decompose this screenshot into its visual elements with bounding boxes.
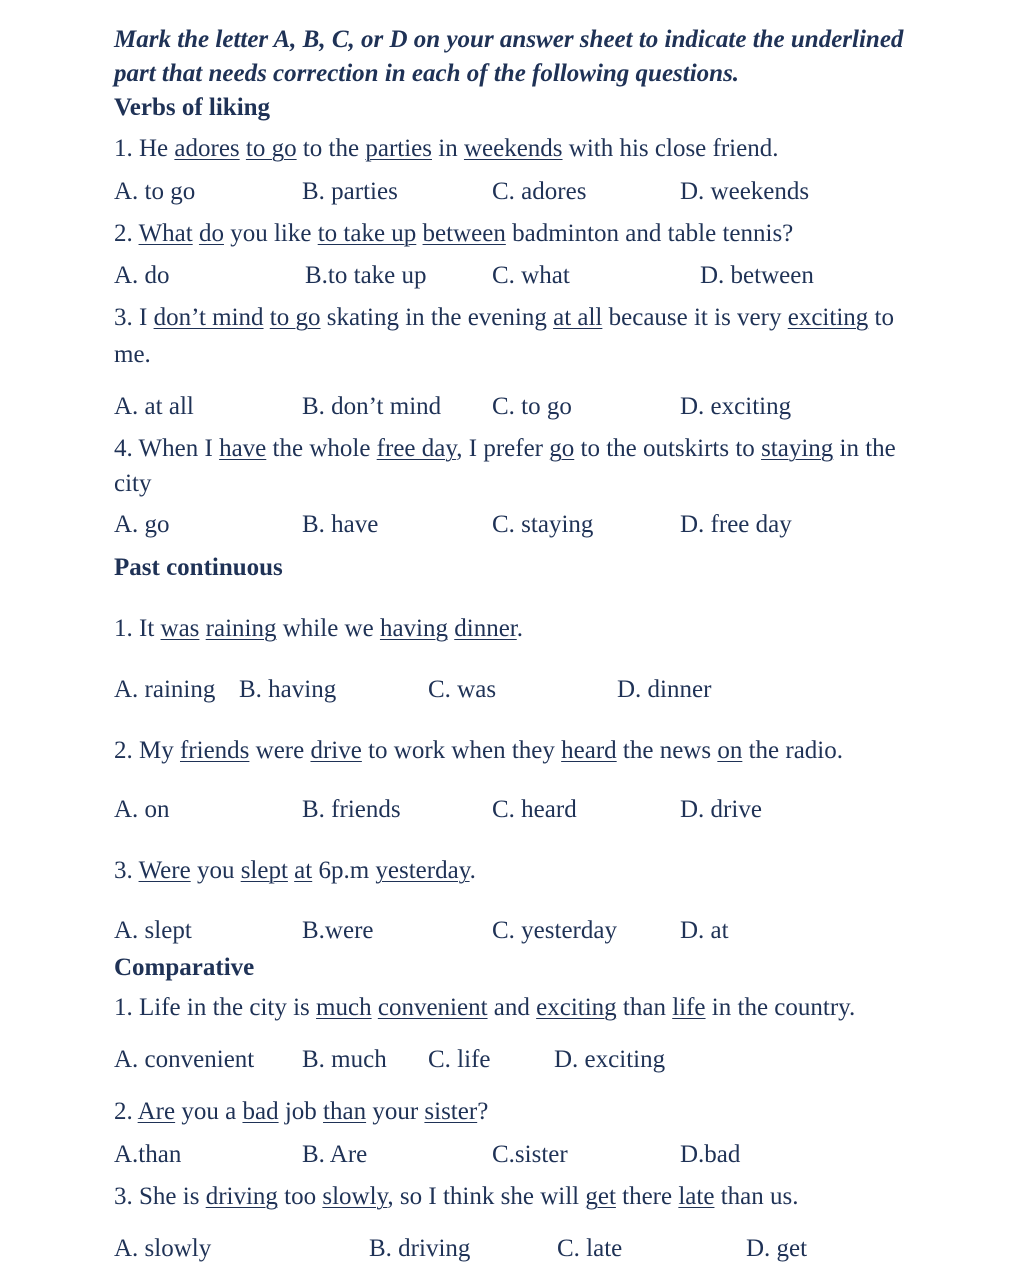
question-line: [114, 1097, 488, 1127]
underlined-part: to go: [245, 135, 297, 162]
answer-option-c: C. yesterday: [492, 917, 617, 944]
question-text: skating in the evening: [320, 304, 554, 331]
underlined-part: to go: [269, 304, 321, 331]
question-text: to: [868, 304, 894, 331]
answer-option-c: C.sister: [492, 1141, 568, 1168]
question-text: 2.: [114, 220, 139, 247]
question-text: you like: [223, 220, 318, 247]
answer-option-b: B. driving: [369, 1235, 471, 1262]
underlined-part: slowly: [322, 1183, 388, 1210]
question-text: the news: [616, 737, 718, 764]
question-text: 2.: [114, 1098, 138, 1125]
underlined-part: slept: [240, 857, 288, 884]
underlined-part: convenient: [377, 994, 488, 1021]
answer-option-a: A. on: [114, 796, 170, 823]
underlined-part: go: [549, 435, 575, 462]
question-line: [114, 219, 793, 249]
question-line: [114, 736, 843, 766]
answer-option-d: D.bad: [680, 1141, 741, 1168]
answer-option-a: A. raining: [114, 676, 216, 703]
underlined-part: was: [160, 615, 200, 642]
answer-option-c: C. what: [492, 262, 570, 289]
question-text: badminton and table tennis?: [505, 220, 794, 247]
instruction-line-2: part that needs correction in each of the following questions.: [114, 60, 740, 87]
answer-option-c: C. late: [557, 1235, 623, 1262]
question-line: [114, 614, 523, 644]
question-line: [114, 856, 476, 886]
question-text: .: [469, 857, 476, 884]
answer-option-a: A. slept: [114, 917, 192, 944]
question-text: 1. It: [114, 615, 161, 642]
underlined-part: bad: [242, 1098, 279, 1125]
question-text: in the: [833, 435, 896, 462]
underlined-part: drive: [310, 737, 362, 764]
underlined-part: do: [198, 220, 224, 247]
question-text: 3. She is: [114, 1183, 206, 1210]
question-text: to the: [296, 135, 366, 162]
question-text: in the country.: [705, 994, 856, 1021]
answer-option-b: B. Are: [302, 1141, 368, 1168]
answer-option-d: D. drive: [680, 796, 762, 823]
answer-option-a: A. at all: [114, 393, 194, 420]
answer-option-c: C. to go: [492, 393, 572, 420]
answer-option-c: C. was: [428, 676, 497, 703]
question-text: city: [114, 470, 152, 497]
answer-option-c: C. adores: [492, 178, 587, 205]
question-text: to the outskirts to: [574, 435, 762, 462]
answer-option-d: D. dinner: [617, 676, 712, 703]
question-text: 1. Life in the city is: [114, 994, 317, 1021]
question-line: [114, 469, 152, 499]
underlined-part: between: [422, 220, 506, 247]
question-text: , I prefer: [456, 435, 550, 462]
answer-option-a: A. go: [114, 511, 170, 538]
answer-option-d: D. at: [680, 917, 729, 944]
answer-option-d: D. exciting: [680, 393, 792, 420]
underlined-part: staying: [761, 435, 834, 462]
underlined-part: adores: [174, 135, 240, 162]
question-text: 1. He: [114, 135, 175, 162]
underlined-part: raining: [205, 615, 277, 642]
question-text: were: [249, 737, 311, 764]
answer-option-b: B.to take up: [305, 262, 427, 289]
question-text: to work when they: [361, 737, 562, 764]
underlined-part: don’t mind: [153, 304, 264, 331]
underlined-part: much: [316, 994, 372, 1021]
answer-option-b: B. friends: [302, 796, 401, 823]
question-text: than: [616, 994, 673, 1021]
underlined-part: life: [672, 994, 706, 1021]
underlined-part: yesterday: [375, 857, 470, 884]
answer-option-b: B. much: [302, 1046, 387, 1073]
underlined-part: have: [219, 435, 267, 462]
underlined-part: on: [717, 737, 743, 764]
section-heading: Past continuous: [114, 554, 283, 581]
underlined-part: Were: [138, 857, 191, 884]
question-text: you: [190, 857, 241, 884]
question-text: 3. I: [114, 304, 154, 331]
underlined-part: at all: [553, 304, 603, 331]
answer-option-d: D. free day: [680, 511, 792, 538]
underlined-part: Are: [137, 1098, 176, 1125]
answer-option-b: B.were: [302, 917, 374, 944]
section-heading: Verbs of liking: [114, 94, 271, 121]
underlined-part: friends: [179, 737, 250, 764]
underlined-part: driving: [205, 1183, 278, 1210]
question-text: 4. When I: [114, 435, 220, 462]
underlined-part: exciting: [787, 304, 869, 331]
answer-option-c: C. staying: [492, 511, 594, 538]
underlined-part: What: [138, 220, 193, 247]
answer-option-d: D. get: [746, 1235, 808, 1262]
underlined-part: to take up: [317, 220, 417, 247]
question-text: the whole: [266, 435, 377, 462]
question-text: and: [487, 994, 537, 1021]
question-text: 2. My: [114, 737, 180, 764]
answer-option-d: D. weekends: [680, 178, 810, 205]
question-line: [114, 993, 855, 1023]
question-text: while we: [276, 615, 380, 642]
question-line: [114, 303, 894, 333]
question-text: because it is very: [602, 304, 788, 331]
answer-option-d: D. exciting: [554, 1046, 666, 1073]
question-line: [114, 340, 151, 370]
question-text: .: [516, 615, 523, 642]
answer-option-a: A.than: [114, 1141, 182, 1168]
underlined-part: heard: [561, 737, 617, 764]
underlined-part: free day: [376, 435, 457, 462]
underlined-part: weekends: [463, 135, 563, 162]
answer-option-c: C. life: [428, 1046, 491, 1073]
question-line: [114, 1182, 798, 1212]
question-text: there: [615, 1183, 679, 1210]
question-text: you a: [175, 1098, 243, 1125]
answer-option-b: B. having: [239, 676, 337, 703]
question-text: , so I think she will: [387, 1183, 586, 1210]
underlined-part: late: [678, 1183, 715, 1210]
underlined-part: parties: [365, 135, 432, 162]
answer-option-b: B. don’t mind: [302, 393, 442, 420]
question-text: than us.: [714, 1183, 799, 1210]
underlined-part: having: [379, 615, 448, 642]
underlined-part: sister: [424, 1098, 478, 1125]
question-text: the radio.: [742, 737, 844, 764]
answer-option-a: A. slowly: [114, 1235, 212, 1262]
question-line: [114, 134, 778, 164]
question-text: in: [432, 135, 464, 162]
question-text: with his close friend.: [562, 135, 779, 162]
question-text: ?: [477, 1098, 489, 1125]
answer-option-a: A. convenient: [114, 1046, 255, 1073]
answer-option-b: B. have: [302, 511, 379, 538]
question-text: job: [278, 1098, 324, 1125]
question-text: your: [366, 1098, 425, 1125]
answer-option-d: D. between: [700, 262, 814, 289]
underlined-part: exciting: [536, 994, 617, 1021]
question-line: [114, 434, 896, 464]
underlined-part: than: [323, 1098, 367, 1125]
underlined-part: at: [294, 857, 313, 884]
answer-option-a: A. do: [114, 262, 170, 289]
underlined-part: dinner: [454, 615, 517, 642]
section-heading: Comparative: [114, 954, 255, 981]
answer-option-c: C. heard: [492, 796, 577, 823]
instruction-line-1: Mark the letter A, B, C, or D on your answer sheet to indicate the underlined: [114, 26, 904, 53]
answer-option-a: A. to go: [114, 178, 196, 205]
question-text: too: [277, 1183, 323, 1210]
answer-option-b: B. parties: [302, 178, 398, 205]
question-text: me.: [114, 341, 151, 368]
question-text: 6p.m: [312, 857, 376, 884]
question-text: 3.: [114, 857, 139, 884]
underlined-part: get: [585, 1183, 616, 1210]
